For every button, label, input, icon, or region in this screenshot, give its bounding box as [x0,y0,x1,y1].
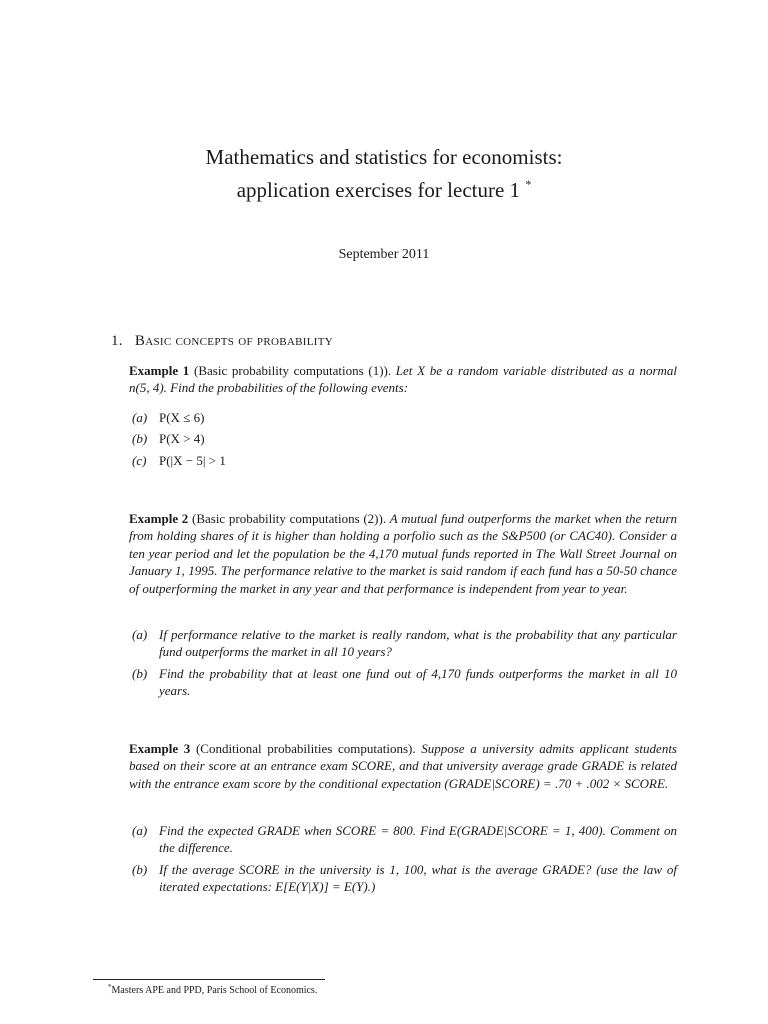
example-2-subtitle: (Basic probability computations (2)). [191,511,387,526]
item-label: (b) [132,665,148,681]
footnote-rule [93,979,325,980]
example-2-label: Example 2 [129,511,189,526]
example-3-subtitle: (Conditional probabilities computations). [195,741,416,756]
title-line-2-text: application exercises for lecture 1 [236,178,521,202]
example-2-body: A mutual fund outperforms the market when the return from holding shares of it is higher than holding a porfolio such as the S&P500 (or CAC40). Consider a ten year period and let the population be the 4,170 mutual funds reported in The Wall Street Journal on January 1, 1995. The performance relative to the market is said random if each fund has a 50-50 chance of outperforming the market in any year and that performance is independent from year to year. [129,511,678,596]
item-label: (b) [132,431,148,447]
item-text: Find the probability that at least one fund out of 4,170 funds outperforms the market in all 10 years. [159,665,677,699]
item-text: If the average SCORE in the university is 1, 100, what is the average GRADE? (use the law of iterated expectations: E[E(Y|X)] = E(Y).) [159,861,677,895]
list-item [132,822,677,857]
item-label: (b) [132,861,148,877]
item-text: Find the expected GRADE when SCORE = 800. Find E(GRADE|SCORE = 1, 400). Comment on the difference. [159,823,677,856]
footnote [108,983,317,996]
list-item [132,430,677,447]
title-line-1: Mathematics and statistics for economists: [205,145,563,169]
section-heading [111,333,333,350]
item-text: P(X ≤ 6) [159,410,205,425]
example-2-items [132,626,677,704]
footnote-mark: * [108,983,112,991]
item-text: P(|X − 5| > 1 [159,452,226,468]
item-label: (c) [132,452,147,468]
example-2 [129,510,677,597]
list-item [132,626,677,661]
example-1-label: Example 1 [129,363,190,378]
example-1-subtitle: (Basic probability computations (1)). [194,363,392,378]
document-date: September 2011 [338,247,430,262]
document-title [0,144,768,204]
title-line-2 [0,171,768,204]
example-3-items [132,822,677,900]
item-text: P(X > 4) [159,431,205,447]
list-item [132,409,677,426]
example-3 [129,740,677,792]
item-label: (a) [132,410,148,425]
example-3-label: Example 3 [129,741,191,756]
list-item [132,665,677,700]
item-label: (a) [132,823,148,838]
list-item [132,861,677,896]
item-label: (a) [132,627,148,642]
item-text: If performance relative to the market is really random, what is the probability that any particular fund outperforms the market in all 10 years? [159,627,677,660]
title-footnote-mark: * [525,177,532,191]
example-3-body: Suppose a university admits applicant students based on their score at an entrance exam SCORE, and that university average grade GRADE is related with the entrance exam score by the conditional expectation (GRADE|SCORE) = .70 + .002 × SCORE. [129,741,677,791]
list-item [132,452,677,469]
example-1 [129,362,677,397]
example-1-body: Let X be a random variable distributed as a normal n(5, 4). Find the probabilities of the following events: [129,363,678,396]
section-number: 1. [111,333,123,349]
example-1-items [132,409,677,473]
section-title: Basic concepts of probability [134,333,333,349]
footnote-text: Masters APE and PPD, Paris School of Economics. [111,985,318,996]
